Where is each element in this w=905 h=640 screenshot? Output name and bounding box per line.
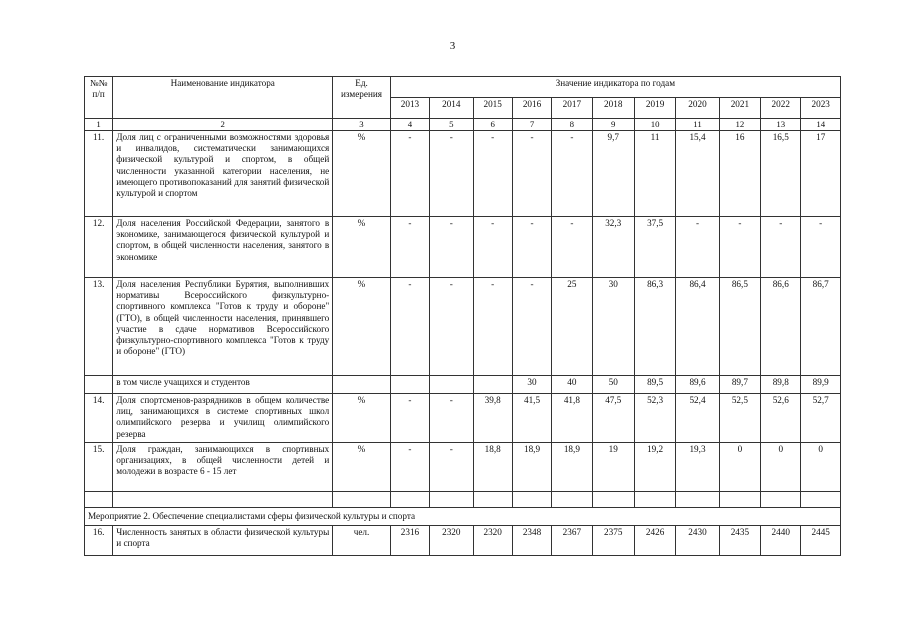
row-number <box>85 376 113 394</box>
unit-cell: % <box>333 131 391 217</box>
value-cell <box>634 492 675 508</box>
indicator-name: Доля граждан, занимающихся в спортивных организациях, в общей численности детей и молодежи в возрасте 6 - 15 лет <box>113 443 333 492</box>
table-row <box>85 394 841 443</box>
value-cell: 11 <box>634 131 675 217</box>
value-cell: 2435 <box>719 526 760 556</box>
indicator-table <box>84 76 841 556</box>
value-cell: - <box>801 217 841 278</box>
row-number: 15. <box>85 443 113 492</box>
value-cell: - <box>390 131 429 217</box>
column-number: 5 <box>430 119 473 131</box>
value-cell: - <box>430 278 473 376</box>
unit-cell: % <box>333 278 391 376</box>
value-cell: - <box>430 131 473 217</box>
value-cell: 2440 <box>761 526 801 556</box>
value-cell: 52,4 <box>676 394 719 443</box>
header-values-title: Значение индикатора по годам <box>390 77 840 98</box>
value-cell <box>801 492 841 508</box>
column-number: 6 <box>473 119 512 131</box>
value-cell: - <box>552 217 592 278</box>
value-cell: - <box>719 217 760 278</box>
value-cell: 86,3 <box>634 278 675 376</box>
value-cell: 2426 <box>634 526 675 556</box>
value-cell <box>719 492 760 508</box>
unit-cell <box>333 492 391 508</box>
value-cell: - <box>512 278 551 376</box>
header-year: 2014 <box>430 98 473 119</box>
table-row <box>85 278 841 376</box>
header-year: 2015 <box>473 98 512 119</box>
value-cell: 2316 <box>390 526 429 556</box>
value-cell: 18,8 <box>473 443 512 492</box>
value-cell: 89,8 <box>761 376 801 394</box>
value-cell: 17 <box>801 131 841 217</box>
header-unit: Ед. измерения <box>333 77 391 119</box>
value-cell: 0 <box>719 443 760 492</box>
value-cell: 19 <box>592 443 634 492</box>
value-cell: 89,7 <box>719 376 760 394</box>
value-cell: - <box>761 217 801 278</box>
table-row <box>85 492 841 508</box>
indicator-name: Доля населения Республики Бурятия, выполнивших нормативы Всероссийского физкультурно-спортивного комплекса "Готов к труду и обороне" (ГТО), в общей численности населения, принявшего участие в сдаче нормативов Всероссийского физкультурно-спортивного комплекса "Готов к труду и обороне" (ГТО) <box>113 278 333 376</box>
header-row <box>85 77 841 98</box>
header-year: 2020 <box>676 98 719 119</box>
indicator-name: в том числе учащихся и студентов <box>113 376 333 394</box>
value-cell: - <box>430 443 473 492</box>
value-cell: - <box>552 131 592 217</box>
value-cell: 37,5 <box>634 217 675 278</box>
header-year: 2021 <box>719 98 760 119</box>
table-row <box>85 376 841 394</box>
value-cell: - <box>473 131 512 217</box>
row-number: 11. <box>85 131 113 217</box>
value-cell: - <box>430 217 473 278</box>
unit-cell: чел. <box>333 526 391 556</box>
section-row <box>85 508 841 526</box>
table-row <box>85 217 841 278</box>
header-year: 2018 <box>592 98 634 119</box>
value-cell: 32,3 <box>592 217 634 278</box>
column-number: 1 <box>85 119 113 131</box>
value-cell: - <box>473 278 512 376</box>
value-cell: 52,6 <box>761 394 801 443</box>
value-cell: 19,2 <box>634 443 675 492</box>
value-cell: 2375 <box>592 526 634 556</box>
value-cell: 50 <box>592 376 634 394</box>
header-num: №№ п/п <box>85 77 113 119</box>
row-number <box>85 492 113 508</box>
value-cell: - <box>390 443 429 492</box>
value-cell: 89,6 <box>676 376 719 394</box>
value-cell: - <box>430 394 473 443</box>
value-cell: - <box>390 217 429 278</box>
column-number: 2 <box>113 119 333 131</box>
unit-cell: % <box>333 217 391 278</box>
value-cell <box>390 492 429 508</box>
value-cell: 86,5 <box>719 278 760 376</box>
column-number: 8 <box>552 119 592 131</box>
indicator-name: Доля лиц с ограниченными возможностями здоровья и инвалидов, систематически занимающихся физической культурой и спортом, в общей численности указанной категории населения, не имеющего противопоказаний для занятий физической культурой и спортом <box>113 131 333 217</box>
column-number: 10 <box>634 119 675 131</box>
value-cell: 41,5 <box>512 394 551 443</box>
value-cell: 2320 <box>473 526 512 556</box>
value-cell <box>512 492 551 508</box>
value-cell <box>552 492 592 508</box>
value-cell: 52,7 <box>801 394 841 443</box>
indicator-name: Доля населения Российской Федерации, занятого в экономике, занимающегося физической культурой и спортом, в общей численности населения, занятого в экономике <box>113 217 333 278</box>
value-cell: 18,9 <box>552 443 592 492</box>
header-year: 2019 <box>634 98 675 119</box>
value-cell: 0 <box>801 443 841 492</box>
row-number: 13. <box>85 278 113 376</box>
value-cell: 89,9 <box>801 376 841 394</box>
value-cell: 0 <box>761 443 801 492</box>
value-cell <box>390 376 429 394</box>
value-cell: 9,7 <box>592 131 634 217</box>
value-cell: - <box>390 278 429 376</box>
indicator-name <box>113 492 333 508</box>
unit-cell: % <box>333 443 391 492</box>
value-cell: - <box>473 217 512 278</box>
value-cell: 19,3 <box>676 443 719 492</box>
header-year: 2013 <box>390 98 429 119</box>
value-cell: 15,4 <box>676 131 719 217</box>
column-number: 7 <box>512 119 551 131</box>
value-cell: - <box>390 394 429 443</box>
value-cell: 86,7 <box>801 278 841 376</box>
unit-cell <box>333 376 391 394</box>
table-row <box>85 443 841 492</box>
indicator-name: Доля спортсменов-разрядников в общем количестве лиц, занимающихся в системе спортивных школ олимпийского резерва и училищ олимпийского резерва <box>113 394 333 443</box>
value-cell: 52,3 <box>634 394 675 443</box>
value-cell: 39,8 <box>473 394 512 443</box>
table-row <box>85 526 841 556</box>
column-number: 4 <box>390 119 429 131</box>
value-cell: 41,8 <box>552 394 592 443</box>
value-cell: 2445 <box>801 526 841 556</box>
value-cell: 30 <box>512 376 551 394</box>
value-cell: 47,5 <box>592 394 634 443</box>
row-number: 12. <box>85 217 113 278</box>
value-cell: - <box>512 217 551 278</box>
value-cell <box>676 492 719 508</box>
column-number: 12 <box>719 119 760 131</box>
indicator-name: Численность занятых в области физической культуры и спорта <box>113 526 333 556</box>
value-cell <box>473 492 512 508</box>
value-cell: 40 <box>552 376 592 394</box>
header-name: Наименование индикатора <box>113 77 333 119</box>
column-number: 9 <box>592 119 634 131</box>
row-number: 16. <box>85 526 113 556</box>
header-year: 2023 <box>801 98 841 119</box>
value-cell: 89,5 <box>634 376 675 394</box>
header-year: 2022 <box>761 98 801 119</box>
value-cell: 30 <box>592 278 634 376</box>
column-number: 13 <box>761 119 801 131</box>
header-year: 2017 <box>552 98 592 119</box>
value-cell: 52,5 <box>719 394 760 443</box>
value-cell: 86,6 <box>761 278 801 376</box>
value-cell <box>430 492 473 508</box>
value-cell: 2348 <box>512 526 551 556</box>
value-cell: 16,5 <box>761 131 801 217</box>
value-cell: 18,9 <box>512 443 551 492</box>
value-cell: 16 <box>719 131 760 217</box>
column-number: 14 <box>801 119 841 131</box>
section-title: Мероприятие 2. Обеспечение специалистами сферы физической культуры и спорта <box>85 508 841 526</box>
page-number: 3 <box>449 40 456 52</box>
table-row <box>85 131 841 217</box>
value-cell: 86,4 <box>676 278 719 376</box>
header-year: 2016 <box>512 98 551 119</box>
column-number: 3 <box>333 119 391 131</box>
value-cell <box>430 376 473 394</box>
value-cell: 2320 <box>430 526 473 556</box>
value-cell <box>473 376 512 394</box>
column-number-row <box>85 119 841 131</box>
value-cell <box>761 492 801 508</box>
value-cell: 25 <box>552 278 592 376</box>
value-cell: - <box>512 131 551 217</box>
row-number: 14. <box>85 394 113 443</box>
value-cell: - <box>676 217 719 278</box>
value-cell: 2367 <box>552 526 592 556</box>
value-cell: 2430 <box>676 526 719 556</box>
unit-cell: % <box>333 394 391 443</box>
column-number: 11 <box>676 119 719 131</box>
value-cell <box>592 492 634 508</box>
